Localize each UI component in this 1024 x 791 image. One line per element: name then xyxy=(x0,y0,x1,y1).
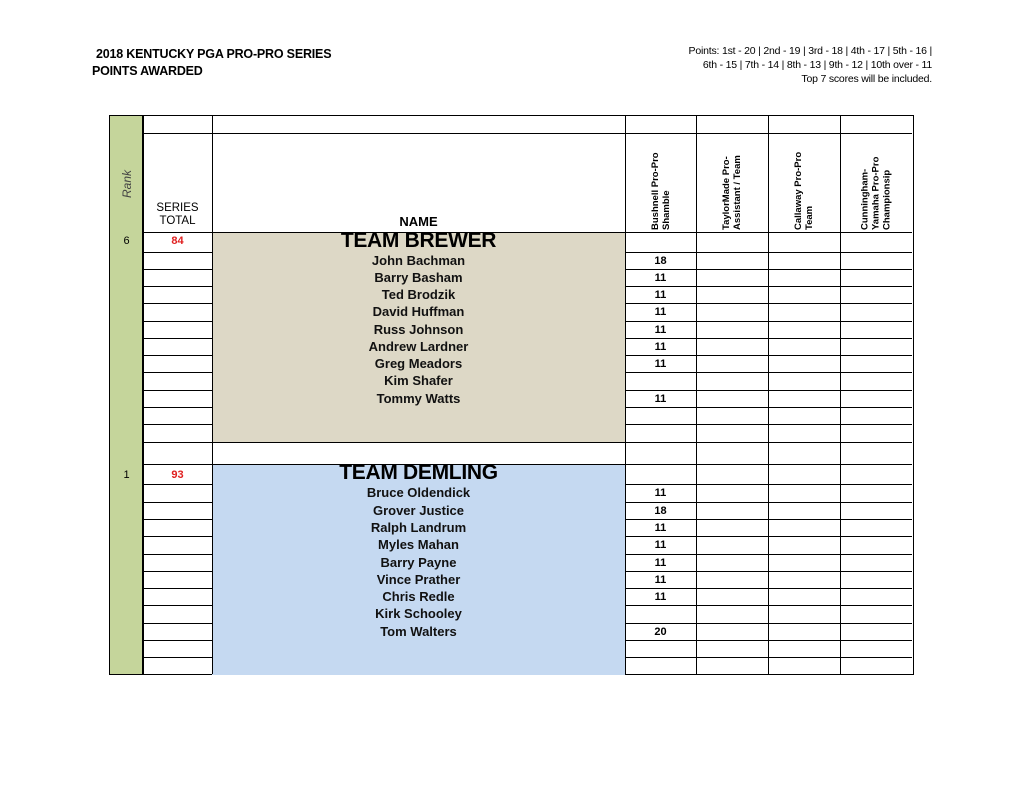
player-score: 11 xyxy=(654,539,667,551)
grid-row-line xyxy=(625,554,912,555)
grid-row-line xyxy=(143,657,212,658)
player-score: 11 xyxy=(654,272,667,284)
series-total-header xyxy=(143,202,212,228)
player-name: Tom Walters xyxy=(380,624,457,639)
player-name: Bruce Oldendick xyxy=(366,485,471,500)
grid-row-line xyxy=(625,536,912,537)
player-name: Barry Basham xyxy=(374,270,463,285)
rank-header xyxy=(110,136,143,231)
player-name: Ralph Landrum xyxy=(370,520,467,535)
grid-column-line xyxy=(143,116,144,674)
title-line-2: POINTS AWARDED xyxy=(92,64,203,78)
player-score: 11 xyxy=(654,574,667,586)
grid-row-line xyxy=(143,269,212,270)
grid-row-line xyxy=(143,484,212,485)
player-score: 18 xyxy=(654,255,667,267)
grid-row-line xyxy=(143,372,212,373)
grid-row-line xyxy=(143,605,212,606)
grid-row-line xyxy=(625,571,912,572)
player-score: 11 xyxy=(654,487,667,499)
grid-row-line xyxy=(143,571,212,572)
rank-header-label: Rank xyxy=(119,169,134,198)
player-score: 11 xyxy=(654,289,667,301)
player-name: Tommy Watts xyxy=(376,391,461,406)
player-name: Barry Payne xyxy=(380,555,457,570)
grid-row-line xyxy=(625,502,912,503)
grid-row-line xyxy=(143,502,212,503)
grid-row-line xyxy=(143,554,212,555)
event-header-label: Callaway Pro-Pro Team xyxy=(793,151,815,230)
points-line-1: Points: 1st - 20 | 2nd - 19 | 3rd - 18 | 4th - 17 | 5th - 16 | xyxy=(688,45,932,57)
player-name: Andrew Lardner xyxy=(368,339,469,354)
event-header-cunningham xyxy=(840,136,912,232)
player-name: Russ Johnson xyxy=(373,322,464,337)
event-header-label: TaylorMade Pro-Assistant / Team xyxy=(721,155,743,230)
grid-row-line xyxy=(143,252,212,253)
series-total-label-2: TOTAL xyxy=(159,215,196,227)
grid-row-line xyxy=(625,321,912,322)
title-line-1: 2018 KENTUCKY PGA PRO-PRO SERIES xyxy=(96,47,332,61)
player-score: 20 xyxy=(654,626,667,638)
points-legend xyxy=(689,44,932,86)
player-score: 11 xyxy=(654,324,667,336)
grid-row-line xyxy=(625,338,912,339)
grid-row-line xyxy=(625,372,912,373)
player-name: John Bachman xyxy=(371,253,466,268)
player-name: Greg Meadors xyxy=(374,356,463,371)
player-name: Kirk Schooley xyxy=(375,606,462,621)
points-line-3: Top 7 scores will be included. xyxy=(801,73,932,85)
grid-row-line xyxy=(143,133,912,134)
grid-row-line xyxy=(143,390,212,391)
grid-row-line xyxy=(625,286,912,287)
player-name: David Huffman xyxy=(372,304,465,319)
event-header-callaway xyxy=(768,136,840,232)
grid-row-line xyxy=(143,303,212,304)
player-name: Chris Redle xyxy=(382,589,455,604)
grid-row-line xyxy=(143,442,912,443)
team-rank: 1 xyxy=(123,469,130,481)
grid-row-line xyxy=(143,588,212,589)
document-title xyxy=(92,46,331,80)
player-name: Myles Mahan xyxy=(378,537,459,552)
event-header-label: Bushnell Pro-Pro Shamble xyxy=(649,152,672,230)
event-header-label: Cunningham-Yamaha Pro-Pro Championsip xyxy=(859,156,893,230)
grid-row-line xyxy=(625,252,912,253)
grid-row-line xyxy=(143,519,212,520)
name-header: NAME xyxy=(399,214,438,229)
grid-row-line xyxy=(143,623,212,624)
team-rank: 6 xyxy=(123,235,130,247)
grid-row-line xyxy=(625,484,912,485)
points-table xyxy=(109,115,914,675)
grid-row-line xyxy=(625,640,912,641)
grid-row-line xyxy=(143,286,212,287)
grid-row-line xyxy=(625,424,912,425)
player-score: 11 xyxy=(654,522,667,534)
player-score: 11 xyxy=(654,393,667,405)
grid-row-line xyxy=(625,605,912,606)
grid-row-line xyxy=(625,390,912,391)
grid-row-line xyxy=(625,623,912,624)
grid-row-line xyxy=(143,536,212,537)
team-series-total: 93 xyxy=(171,469,184,481)
team-series-total: 84 xyxy=(171,235,184,247)
player-name: Ted Brodzik xyxy=(381,287,456,302)
grid-row-line xyxy=(143,640,212,641)
event-header-taylormade xyxy=(696,136,768,232)
points-line-2: 6th - 15 | 7th - 14 | 8th - 13 | 9th - 12 | 10th over - 11 xyxy=(702,59,932,71)
player-score: 11 xyxy=(654,358,667,370)
series-total-label-1: SERIES xyxy=(156,202,199,214)
player-score: 11 xyxy=(654,591,667,603)
player-score: 18 xyxy=(654,505,667,517)
player-score: 11 xyxy=(654,306,667,318)
player-score: 11 xyxy=(654,341,667,353)
team-name: TEAM BREWER xyxy=(340,229,497,252)
grid-row-line xyxy=(625,355,912,356)
team-name: TEAM DEMLING xyxy=(339,461,498,484)
grid-row-line xyxy=(625,657,912,658)
grid-row-line xyxy=(625,407,912,408)
grid-row-line xyxy=(143,424,212,425)
event-header-bushnell xyxy=(625,136,696,232)
player-score: 11 xyxy=(654,557,667,569)
grid-row-line xyxy=(143,321,212,322)
grid-row-line xyxy=(625,269,912,270)
player-name: Grover Justice xyxy=(372,503,465,518)
grid-row-line xyxy=(625,519,912,520)
grid-row-line xyxy=(625,588,912,589)
player-name: Kim Shafer xyxy=(384,373,453,388)
grid-row-line xyxy=(625,303,912,304)
player-name: Vince Prather xyxy=(376,572,461,587)
grid-row-line xyxy=(143,407,212,408)
grid-row-line xyxy=(143,355,212,356)
grid-row-line xyxy=(143,338,212,339)
